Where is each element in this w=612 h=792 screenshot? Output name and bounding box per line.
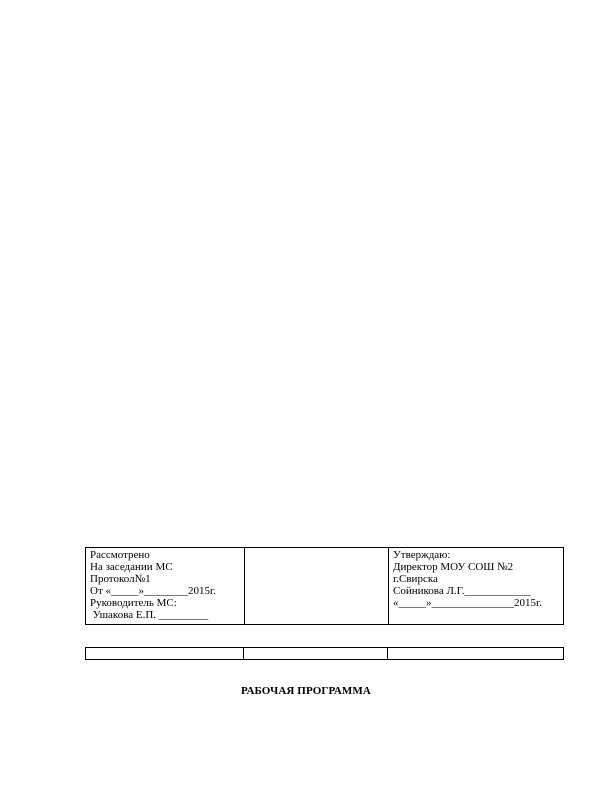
empty-cell-middle — [244, 648, 388, 660]
head-name-signature: Ушакова Е.П. _________ — [90, 609, 209, 621]
approval-row — [86, 548, 564, 625]
city-name: г.Свирска — [393, 573, 438, 585]
empty-row — [86, 648, 564, 660]
empty-cell-left — [86, 648, 244, 660]
approval-date: «_____»_______________2015г. — [393, 597, 543, 609]
protocol-number: Протокол№1 — [90, 573, 151, 585]
protocol-date: От «_____»________2015г. — [90, 585, 217, 597]
head-label: Руководитель МС: — [90, 597, 177, 609]
reviewed-cell — [86, 548, 245, 625]
approval-table — [85, 547, 564, 625]
director-title: Директор МОУ СОШ №2 — [393, 561, 514, 573]
approved-label: Утверждаю: — [393, 549, 451, 561]
middle-cell — [245, 548, 389, 625]
director-name-signature: Сойникова Л.Г.____________ — [393, 585, 531, 597]
meeting-label: На заседании МС — [90, 561, 173, 573]
approved-cell — [389, 548, 564, 625]
reviewed-label: Рассмотрено — [90, 549, 150, 561]
empty-table — [85, 647, 564, 660]
empty-cell-right — [388, 648, 564, 660]
document-title: РАБОЧАЯ ПРОГРАММА — [241, 685, 371, 697]
